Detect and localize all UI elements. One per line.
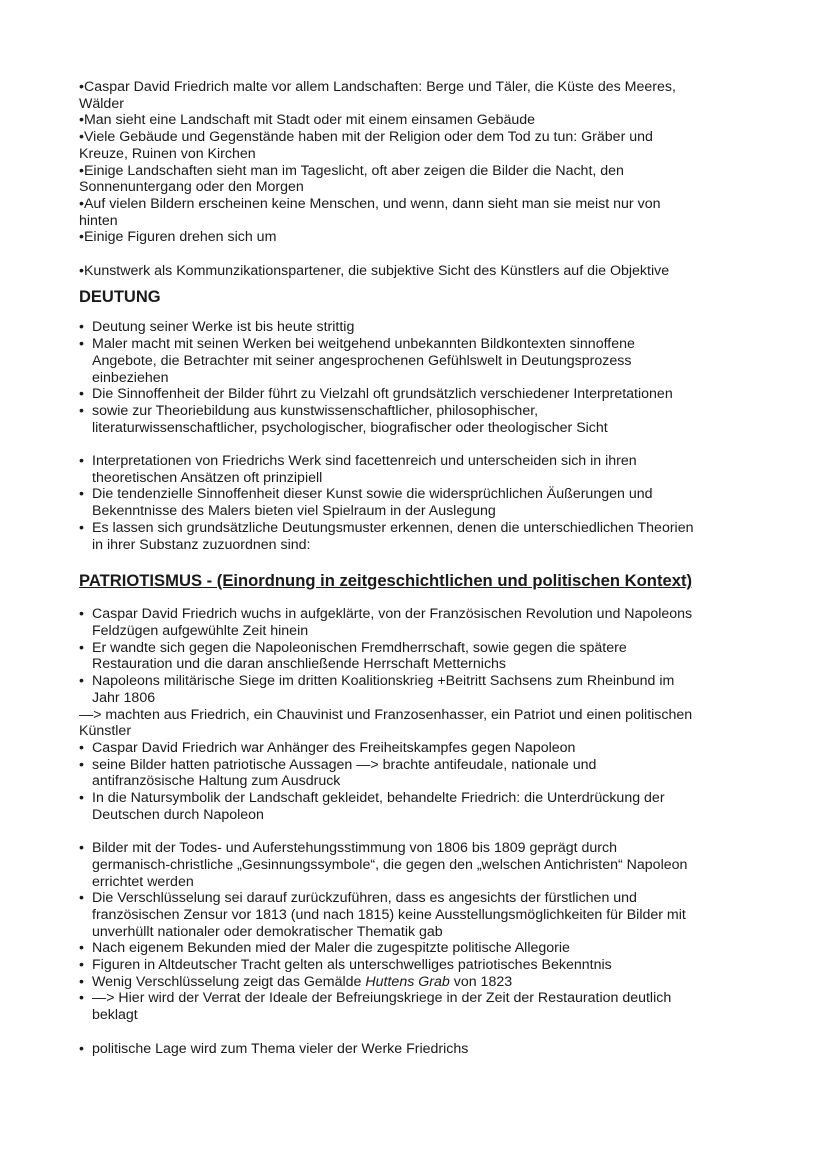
bullet-icon: • [79,973,84,990]
text-line: •Auf vielen Bildern erscheinen keine Menschen, und wenn, dann sieht man sie meist nur von [79,195,661,212]
text-line: •Viele Gebäude und Gegenstände haben mit der Religion oder dem Tod zu tun: Gräber und [79,129,653,146]
list-item [79,673,779,706]
text-block [79,79,779,246]
text-line: Caspar David Friedrich wuchs in aufgeklärte, von der Französischen Revolution und Napoleons [92,606,693,623]
text-block [79,263,779,280]
text-line: —> Hier wird der Verrat der Ideale der Befreiungskriege in der Zeit der Restauration deutlich [92,990,672,1007]
bullet-list [79,840,779,1024]
list-item [79,707,779,740]
list-item [79,757,779,790]
list-item [79,386,779,403]
text-line: germanisch-christliche „Gesinnungssymbole“, die gegen den „welschen Antichristen“ Napoleon [92,856,688,873]
bullet-icon: • [79,673,84,690]
text-line: •Einige Figuren drehen sich um [79,229,277,246]
list-item [79,790,779,823]
text-segment: Wenig Verschlüsselung zeigt das Gemälde [92,973,366,990]
text-line: einbeziehen [92,369,169,386]
list-item [79,974,779,991]
list-item [79,890,779,940]
text-line: Caspar David Friedrich war Anhänger des Freiheitskampfes gegen Napoleon [92,739,576,756]
list-item [79,1041,779,1058]
text-line: Künstler [79,723,132,740]
text-line: Kreuze, Ruinen von Kirchen [79,145,256,162]
bullet-list [79,453,779,553]
text-line: —> machten aus Friedrich, ein Chauvinist und Franzosenhasser, ein Patriot und einen politischen [79,706,693,723]
text-line [92,974,779,991]
blank-line [79,553,779,570]
text-line: •Caspar David Friedrich malte vor allem Landschaften: Berge und Täler, die Küste des Meeres, [79,79,676,95]
bullet-icon: • [79,840,84,857]
text-line: •Man sieht eine Landschaft mit Stadt oder mit einem einsamen Gebäude [79,112,536,129]
list-item [79,606,779,639]
bullet-icon: • [79,606,84,623]
text-line: unverhüllt nationaler oder demokratischer Thematik gab [92,923,443,940]
bullet-icon: • [79,739,84,756]
text-line: Bekenntnisse des Malers bieten viel Spielraum in der Auslegung [92,503,496,520]
bullet-icon: • [79,402,84,419]
text-line: Maler macht mit seinen Werken bei weitgehend unbekannten Bildkontexten sinnoffene [92,336,635,353]
text-line: Die Verschlüsselung sei darauf zurückzuführen, dass es angesichts der fürstlichen und [92,890,637,907]
list-item [79,196,779,229]
subsection-heading: PATRIOTISMUS - (Einordnung in zeitgeschichtlichen und politischen Kontext) [79,570,693,590]
bullet-list [79,319,779,436]
list-item [79,990,779,1023]
bullet-icon: • [79,990,84,1007]
text-line: französischen Zensur vor 1813 (und nach 1815) keine Ausstellungsmöglichkeiten für Bilder mit [92,906,686,923]
bullet-icon: • [79,940,84,957]
blank-line [79,246,779,263]
list-item [79,112,779,129]
text-line: •Kunstwerk als Kommunzikationspartener, die subjektive Sicht des Künstlers auf die Objektive [79,262,670,279]
list-item [79,403,779,436]
text-line: sowie zur Theoriebildung aus kunstwissenschaftlicher, philosophischer, [92,402,539,419]
bullet-icon: • [79,890,84,907]
text-line: Deutung seiner Werke ist bis heute strittig [92,319,355,336]
blank-line [79,436,779,453]
text-line: seine Bilder hatten patriotische Aussagen —> brachte antifeudale, nationale und [92,756,597,773]
text-block [79,707,779,740]
artwork-title: Huttens Grab [365,973,450,990]
text-line: beklagt [92,1007,138,1024]
text-line: Figuren in Altdeutscher Tracht gelten als unterschwelliges patriotisches Bekenntnis [92,957,612,974]
bullet-icon: • [79,453,84,470]
list-item [79,229,779,246]
list-item [79,957,779,974]
list-item [79,163,779,196]
bullet-list [79,1041,779,1058]
text-line: Deutschen durch Napoleon [92,806,264,823]
text-line: errichtet werden [92,873,194,890]
bullet-icon: • [79,336,84,353]
text-line: Napoleons militärische Siege im dritten Koalitionskrieg +Beitritt Sachsens zum Rheinbund im [92,673,675,690]
list-item [79,940,779,957]
text-line: in ihrer Substanz zuzuordnen sind: [92,536,311,553]
bullet-icon: • [79,639,84,656]
bullet-list [79,740,779,824]
list-item [79,520,779,553]
bullet-icon: • [79,386,84,403]
text-line: Die Sinnoffenheit der Bilder führt zu Vielzahl oft grundsätzlich verschiedener Interpretationen [92,386,673,403]
text-line: politische Lage wird zum Thema vieler der Werke Friedrichs [92,1040,469,1057]
list-item [79,486,779,519]
list-item [79,840,779,890]
list-item [79,79,779,112]
bullet-icon: • [79,790,84,807]
list-item [79,336,779,386]
bullet-icon: • [79,319,84,336]
blank-line [79,1024,779,1041]
text-line: Feldzügen aufgewühlte Zeit hinein [92,623,309,640]
text-line: antifranzösische Haltung zum Ausdruck [92,773,341,790]
text-line: Interpretationen von Friedrichs Werk sind facettenreich und unterscheiden sich in ihren [92,453,637,470]
text-line: Bilder mit der Todes- und Auferstehungsstimmung von 1806 bis 1809 geprägt durch [92,840,617,857]
list-item [79,263,779,280]
text-line: hinten [79,212,118,229]
bullet-icon: • [79,1040,84,1057]
text-line: literaturwissenschaftlicher, psychologischer, biografischer oder theologischer Sicht [92,419,608,436]
bullet-icon: • [79,957,84,974]
list-item [79,319,779,336]
text-line: Die tendenzielle Sinnoffenheit dieser Kunst sowie die widersprüchlichen Äußerungen und [92,486,653,503]
bullet-icon: • [79,486,84,503]
text-line: In die Natursymbolik der Landschaft gekleidet, behandelte Friedrich: die Unterdrückung der [92,790,665,807]
text-line: theoretischen Ansätzen oft prinzipiell [92,469,323,486]
list-item [79,740,779,757]
section-heading: DEUTUNG [79,288,161,307]
text-line: •Einige Landschaften sieht man im Tageslicht, oft aber zeigen die Bilder die Nacht, den [79,162,624,179]
text-line: Angebote, die Betrachter mit seiner angesprochenen Gefühlswelt in Deutungsprozess [92,352,632,369]
text-line: Restauration und die daran anschließende Herrschaft Metternichs [92,656,507,673]
text-line: Sonnenuntergang oder den Morgen [79,179,304,196]
list-item [79,640,779,673]
text-line: Nach eigenem Bekunden mied der Maler die zugespitzte politische Allegorie [92,940,570,957]
text-line: Es lassen sich grundsätzliche Deutungsmuster erkennen, denen die unterschiedlichen Theorien [92,519,694,536]
text-line: Er wandte sich gegen die Napoleonischen Fremdherrschaft, sowie gegen die spätere [92,639,627,656]
text-line: Jahr 1806 [92,689,156,706]
text-line: Wälder [79,95,124,112]
bullet-icon: • [79,519,84,536]
list-item [79,453,779,486]
bullet-icon: • [79,756,84,773]
text-segment: von 1823 [449,973,513,990]
blank-line [79,590,779,607]
blank-line [79,823,779,840]
list-item [79,129,779,162]
document-page [79,79,779,1057]
bullet-list [79,606,779,706]
